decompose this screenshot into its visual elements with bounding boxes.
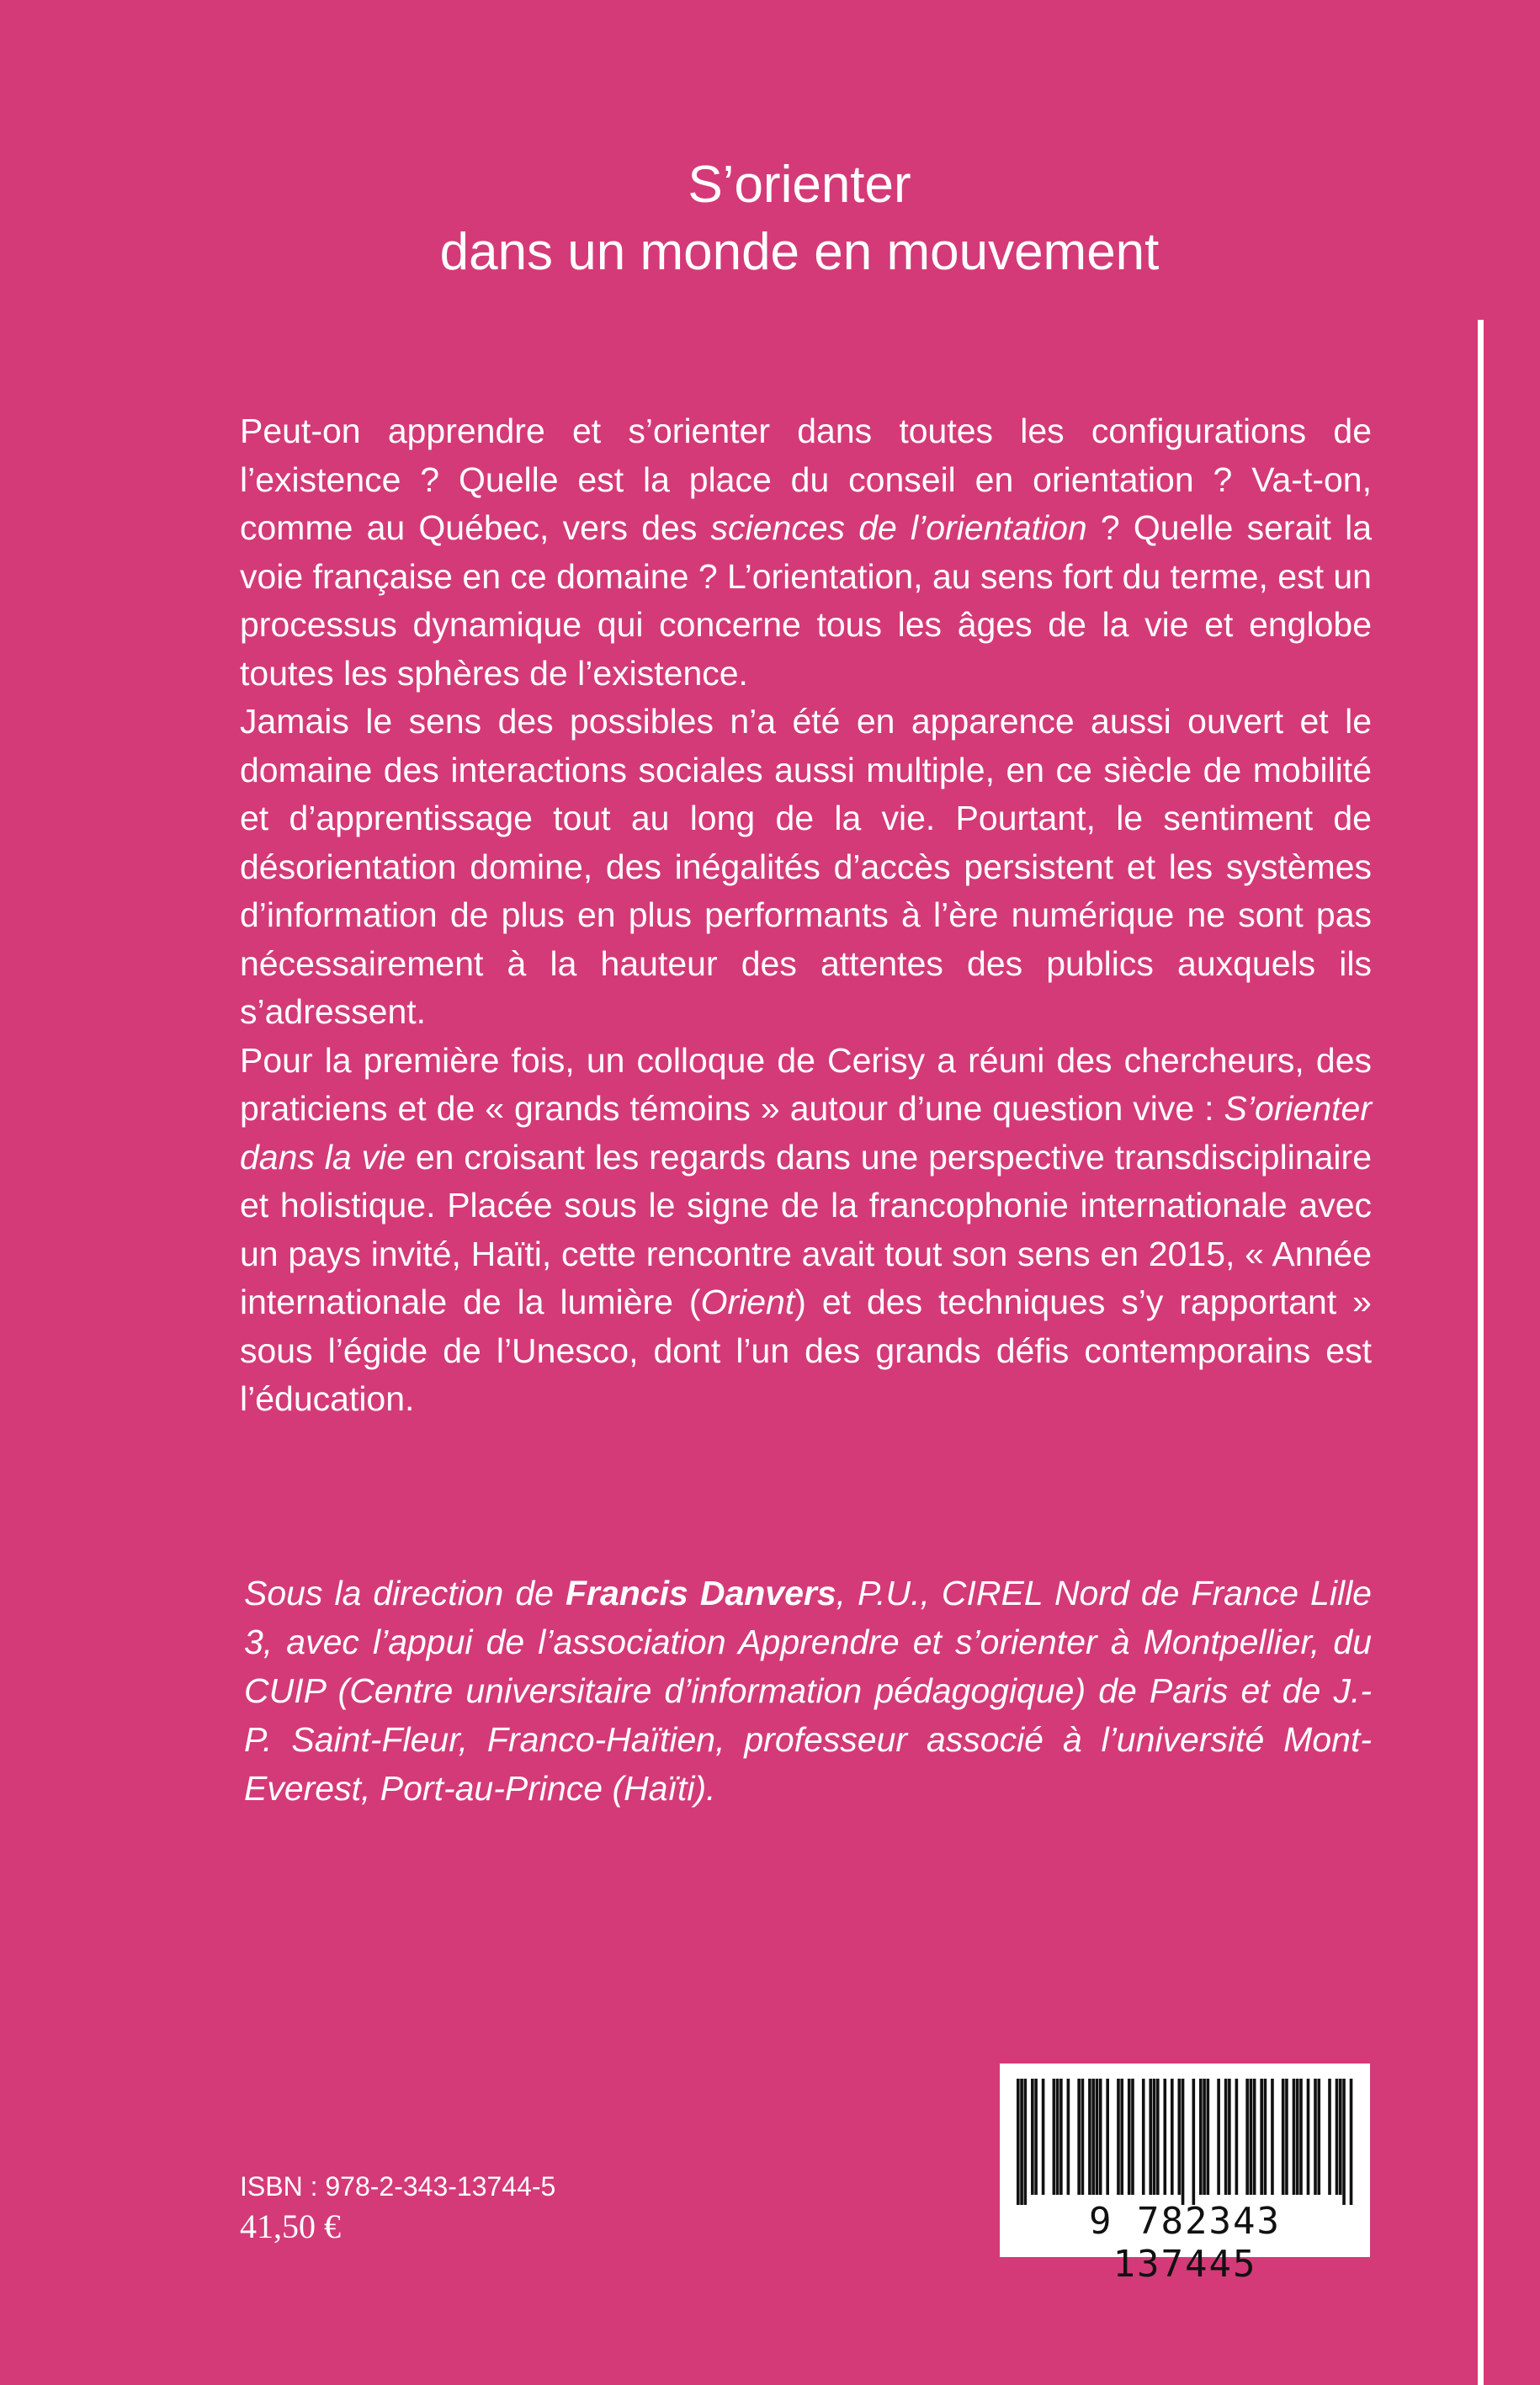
editor-name: Francis Danvers <box>565 1574 836 1612</box>
title-line-1: S’orienter <box>688 156 911 214</box>
barcode-digits: 9 782343 137445 <box>1089 2200 1281 2286</box>
blurb-paragraph-3: Pour la première fois, un colloque de Cerisy a réuni des chercheurs, des praticiens et de « grands témoins » autour d’une question vive : S’orienter dans la vie en croisant les regards dans une perspective transdisciplinaire et holistique. Placée sous le signe de la francophonie internationale avec un pays invité, Haïti, cette rencontre avait tout son sens en 2015, « Année internationale de la lumière (Orient) et des techniques s’y rapportant » sous l’égide de l’Unesco, dont l’un des grands défis contemporains est l’éducation. <box>240 1040 1372 1418</box>
back-cover-blurb <box>240 407 1372 1424</box>
blurb-paragraph-2: Jamais le sens des possibles n’a été en apparence aussi ouvert et le domaine des interactions sociales aussi multiple, en ce siècle de mobilité et d’apprentissage tout au long de la vie. Pourtant, le sentiment de désorientation domine, des inégalités d’accès persistent et les systèmes d’information de plus en plus performants à l’ère numérique ne sont pas nécessairement à la hauteur des attentes des publics auxquels ils s’adressent. <box>240 702 1372 1031</box>
barcode <box>1000 2064 1370 2286</box>
editorial-direction: Sous la direction de Francis Danvers, P.U., CIREL Nord de France Lille 3, avec l’appui de l’association Apprendre et s’orienter à Montpellier, du CUIP (Centre universitaire d’information pédagogique) de Paris et de J.-P. Saint-Fleur, Franco-Haïtien, professeur associé à l’université Mont-Everest, Port-au-Prince (Haïti). <box>244 1574 1372 1808</box>
title-line-2: dans un monde en mouvement <box>439 223 1160 281</box>
barcode-bars-icon <box>1017 2079 1353 2205</box>
price: 41,50 € <box>240 2207 341 2245</box>
isbn-number: ISBN : 978-2-343-13744-5 <box>240 2171 556 2202</box>
book-title <box>0 151 1540 286</box>
spine-divider <box>1478 320 1484 2385</box>
blurb-paragraph-1: Peut-on apprendre et s’orienter dans toutes les configurations de l’existence ? Quelle est la place du conseil en orientation ? Va-t-on, comme au Québec, vers des sciences de l’orientation ? Quelle serait la voie française en ce domaine ? L’orientation, au sens fort du terme, est un processus dynamique qui concerne tous les âges de la vie et englobe toutes les sphères de l’existence. <box>240 412 1372 693</box>
